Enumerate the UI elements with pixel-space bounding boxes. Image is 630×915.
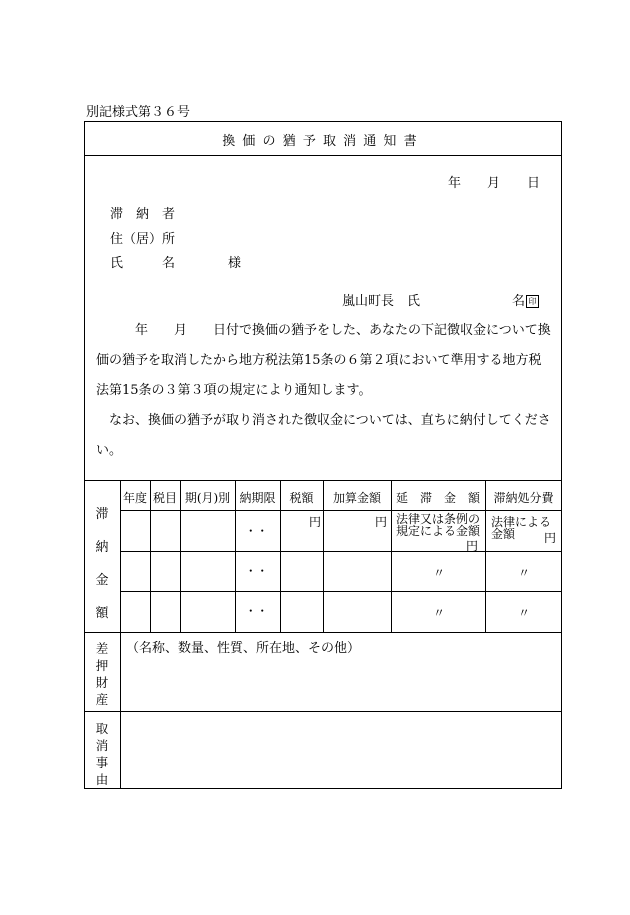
taxpayer-label: 滞 納 者	[110, 207, 176, 222]
seized-property-label: 差押財産	[95, 641, 109, 707]
form-title: 換価の猶予取消通知書	[222, 134, 424, 149]
date-year: 年	[448, 176, 462, 191]
row1-delinquency-yen: 円	[466, 539, 479, 553]
label-column-line	[120, 480, 121, 789]
form-number-label: 別記様式第３６号	[86, 105, 191, 120]
delinquent-amount-label: 滞納金額	[95, 507, 109, 621]
notice-paragraph-2: なお、換価の猶予が取り消された徴収金については、直ちに納付してください。	[96, 413, 551, 458]
row2-disposal-ditto: 〃	[518, 566, 531, 580]
row1-deadline-mark: ・・	[245, 524, 268, 538]
row1-divider	[120, 551, 562, 552]
row1-disposal-yen: 円	[544, 531, 557, 545]
notice-paragraph-1: 年 月 日付で換価の猶予をした、あなたの下記徴収金について換価の猶予を取消したから地方税法第15条の６第２項において準用する地方税法第15条の３第３項の規定により通知します。	[96, 323, 551, 398]
issuer-name-char: 名	[512, 294, 526, 309]
row3-deadline-mark: ・・	[245, 604, 268, 618]
header-fiscal-year: 年度	[122, 491, 147, 505]
honorific: 様	[228, 256, 242, 271]
date-day: 日	[527, 176, 541, 191]
table-bottom-divider	[84, 632, 562, 633]
seized-bottom-divider	[84, 711, 562, 712]
date-month: 月	[487, 176, 501, 191]
title-divider	[84, 155, 562, 156]
row1-surcharge-yen: 円	[375, 515, 388, 529]
header-surcharge: 加算金額	[332, 491, 381, 505]
row3-delinquency-ditto: 〃	[433, 606, 446, 620]
seal-mark: 印	[526, 295, 539, 308]
address-label: 住（居）所	[110, 232, 176, 247]
row1-tax-yen: 円	[309, 515, 322, 529]
header-row-divider	[120, 510, 562, 511]
row1-delinquency-note: 法律又は条例の規定による金額	[396, 512, 481, 538]
header-tax-item: 税目	[152, 491, 177, 505]
cancellation-reason-label: 取消事由	[95, 721, 109, 787]
cancellation-reason-content	[126, 716, 556, 784]
row1-disposal-note: 法律による金額	[491, 515, 552, 541]
header-disposal-cost: 滞納処分費	[493, 491, 554, 505]
row3-disposal-ditto: 〃	[518, 606, 531, 620]
issuer-name-suffix	[512, 290, 539, 309]
header-tax-amount: 税額	[289, 491, 314, 505]
seized-property-content: （名称、数量、性質、所在地、その他）	[126, 641, 361, 656]
issuer-title: 嵐山町長 氏	[342, 294, 421, 309]
row2-delinquency-ditto: 〃	[433, 566, 446, 580]
header-period: 期(月)別	[184, 491, 231, 505]
name-label: 氏 名	[110, 256, 176, 271]
row2-divider	[120, 591, 562, 592]
header-delinquency-charge: 延 滞 金 額	[395, 491, 480, 505]
header-due-date: 納期限	[239, 491, 276, 505]
row2-deadline-mark: ・・	[245, 564, 268, 578]
